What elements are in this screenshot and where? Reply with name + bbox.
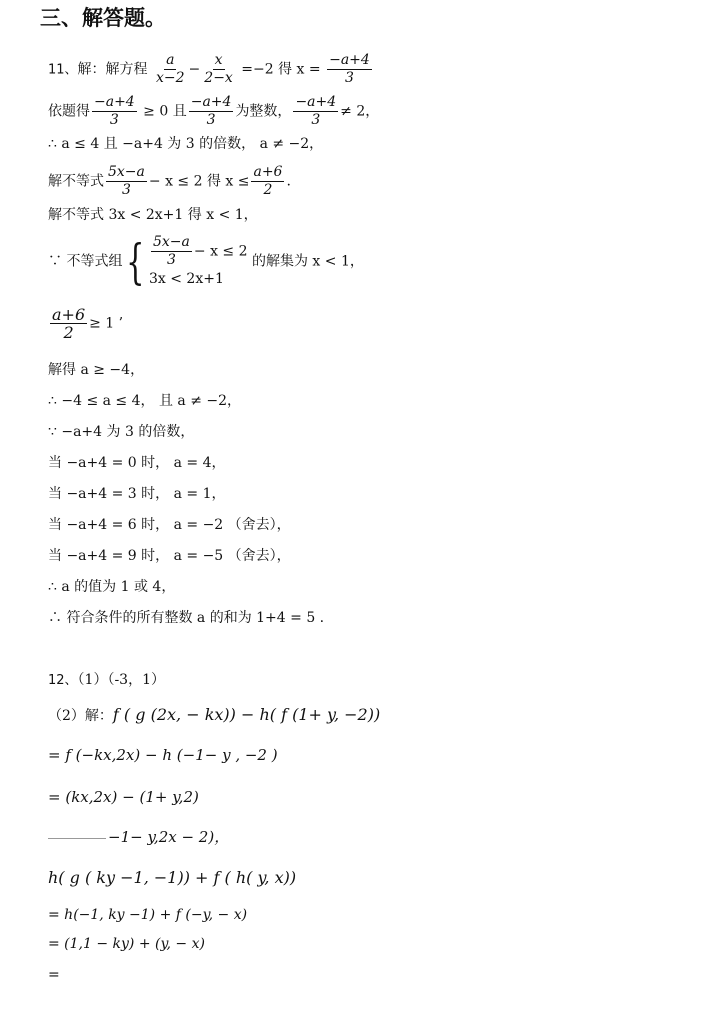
- section-title: 三、解答题。: [40, 6, 166, 30]
- q12-line-7: = (1,1 − ky) + (y, − x): [48, 936, 205, 952]
- q11-line-8: 解得 a ≥ −4，: [48, 362, 145, 378]
- q12-line-4: [48, 827, 229, 847]
- fraction: $\frac{-a+4}{3}$: [94, 94, 135, 128]
- q11-line-13: 当 −a+4 = 6 时， a = −2 （舍去），: [48, 517, 291, 533]
- q11-line-11: 当 −a+4 = 0 时， a = 4，: [48, 455, 226, 471]
- text: （1）（-3，1）: [77, 672, 165, 688]
- q11-line-6: [48, 234, 364, 289]
- text: ∵ 不等式组: [48, 253, 123, 270]
- fraction: $\frac{a+6}{2}$: [253, 164, 283, 198]
- q12-line-2: = f (−kx,2x) − h (−1− y , −2 ): [48, 746, 278, 764]
- q11-line-10: ∵ −a+4 为 3 的倍数，: [48, 424, 195, 440]
- q12-line-8: =: [48, 967, 60, 983]
- q11-line-12: 当 −a+4 = 3 时， a = 1，: [48, 486, 226, 502]
- text: 为整数，: [235, 103, 292, 120]
- fraction: $\frac{-a+4}{3}$: [295, 94, 337, 128]
- text: ≠ 2，: [340, 103, 380, 120]
- fraction: $\frac{-a+4}{3}$: [329, 52, 370, 86]
- text: 依题得: [48, 103, 90, 120]
- q12-part-1: [48, 670, 165, 691]
- fraction: $\frac{a+6}{2}$: [52, 305, 86, 342]
- text: ≥ 1 ’: [89, 315, 124, 332]
- fraction: $\frac{5x-a}{3}$: [108, 164, 145, 198]
- q12-line-3: = (kx,2x) − (1+ y,2): [48, 788, 199, 806]
- q11-line-1: [48, 52, 374, 87]
- q11-line-16: ∴ 符合条件的所有整数 a 的和为 1+4 = 5 .: [48, 610, 325, 626]
- q11-line-14: 当 −a+4 = 9 时， a = −5 （舍去），: [48, 548, 291, 564]
- q11-line-4: [48, 164, 291, 199]
- text: − x ≤ 2 得 x ≤: [148, 173, 250, 190]
- text: （2）解：: [48, 708, 113, 724]
- text: .: [286, 173, 291, 190]
- q12-part-2: [48, 705, 380, 726]
- fraction: $\frac{5x-a}{3}$: [153, 234, 190, 268]
- text: =−2 得 x =: [241, 61, 321, 78]
- text: 解不等式: [48, 173, 104, 190]
- q11-line-15: ∴ a 的值为 1 或 4，: [48, 579, 176, 595]
- fraction: $\frac{-a+4}{3}$: [190, 94, 232, 128]
- text: 的解集为 x < 1，: [251, 253, 364, 270]
- q12-line-6: = h(−1, ky −1) + f (−y, − x): [48, 907, 248, 923]
- text: −1− y,2x − 2)，: [108, 828, 230, 846]
- q11-line-3: ∴ a ≤ 4 且 −a+4 为 3 的倍数， a ≠ −2，: [48, 136, 324, 152]
- smudge-mark: [48, 838, 106, 839]
- fraction: $\frac{a}{x-2}$: [156, 52, 185, 86]
- text: − x ≤ 2: [193, 243, 248, 260]
- question-number: 12、: [48, 673, 78, 688]
- q11-line-9: ∴ −4 ≤ a ≤ 4， 且 a ≠ −2，: [48, 393, 242, 409]
- q12-line-5: h( g ( ky −1, −1)) + f ( h( y, x)): [48, 868, 297, 887]
- brace-symbol: {: [126, 233, 145, 290]
- text: 3x < 2x+1: [149, 271, 224, 287]
- text: 解：解方程: [77, 61, 148, 78]
- q11-line-7: [48, 306, 123, 341]
- math-expression: f ( g (2x, − kx)) − h( f (1+ y, −2)): [112, 705, 381, 724]
- text: ≥ 0 且: [143, 103, 187, 120]
- fraction: $\frac{x}{2-x}$: [204, 52, 233, 86]
- q11-line-5: 解不等式 3x < 2x+1 得 x < 1，: [48, 207, 258, 223]
- inequality-system: [149, 234, 248, 289]
- question-number: 11、: [48, 62, 78, 78]
- q11-line-2: [48, 94, 379, 129]
- text: −: [188, 61, 201, 78]
